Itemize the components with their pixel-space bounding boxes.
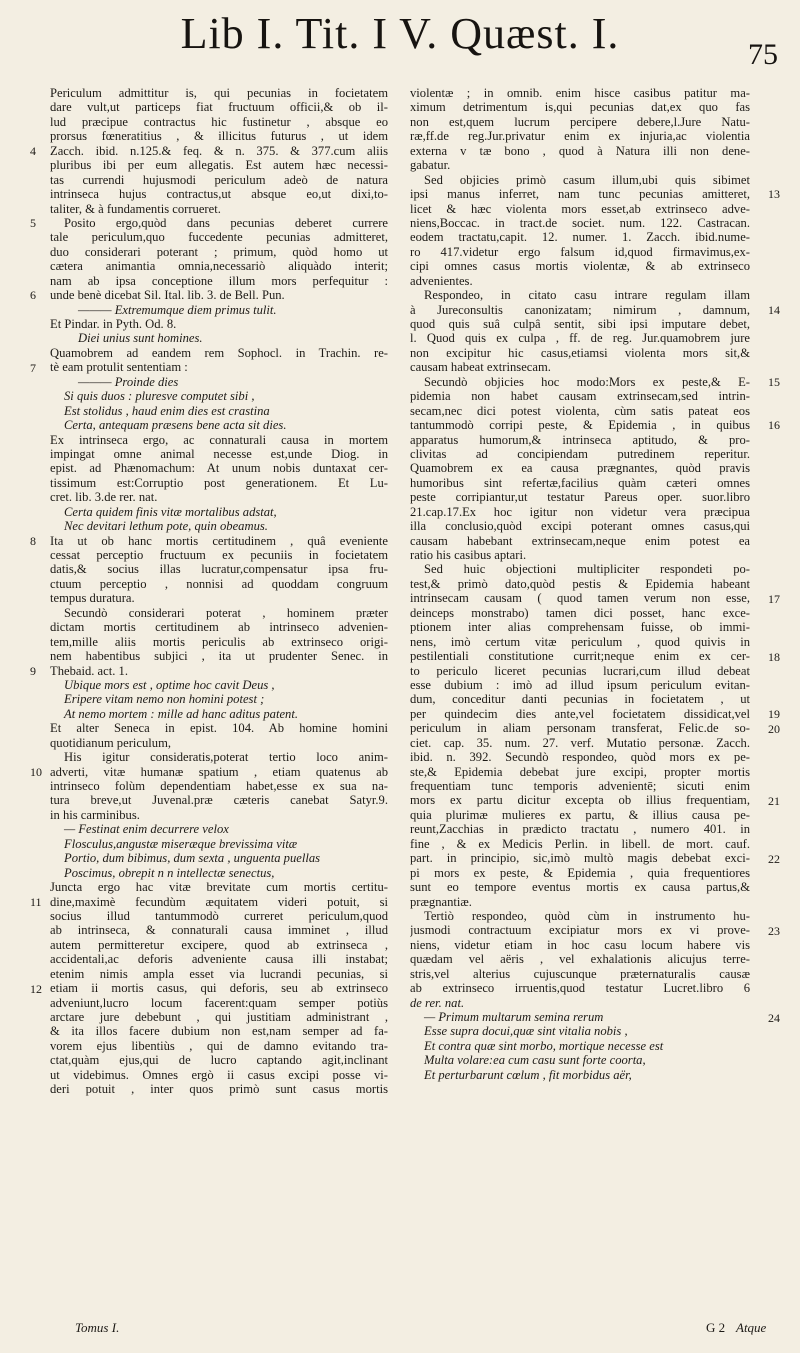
text-line: deri potuit , inter quos primò sunt casus mortis (50, 1082, 388, 1097)
text-line: prægnantiæ. (410, 894, 472, 909)
text-line: Si quis duos : pluresve computet sibi , (64, 389, 255, 404)
text-line: Et contra quæ sint morbo, mortique necesse est (424, 1038, 664, 1053)
left-text-column (50, 86, 388, 1097)
text-line: Et perturbarunt cœlum , fit morbidus aër, (424, 1067, 632, 1082)
text-line: to periculo liceret pecunias lucrari,cum illud debeat (410, 663, 750, 678)
text-line: Posito ergo,quòd dans pecunias deberet currere (64, 215, 388, 230)
text-line: — Primum multarum semina rerum (424, 1010, 604, 1024)
text-line: prorsus fœneratitius , & illicitus futurus , ut idem (50, 129, 388, 144)
margin-number: 15 (768, 375, 780, 389)
text-line: reunt,Zacchias in prædicto tractatu , numero 401. in (410, 822, 750, 837)
text-line: Respondeo, in citato casu intrare regulam illam (424, 288, 750, 303)
text-line: lud præcipue contractus hic fustinetur , absque eo (50, 114, 388, 129)
text-line: dum, conceditur danti pecunias in focietatem , ut (410, 692, 750, 707)
page-number: 75 (748, 38, 778, 71)
text-line: duo considerari poterant ; primum, quòd homo ut (50, 244, 388, 259)
text-line: illa conclusio,quòd excipi poterant omnes casus,qui (410, 519, 750, 534)
margin-number: 13 (768, 187, 780, 202)
text-line: deinceps monstrabo) tamen dici posset, hanc exce- (410, 605, 750, 620)
text-line: Eripere vitam nemo non homini potest ; (64, 692, 265, 707)
text-line: à Jureconsultis canonizatam; nimirum , damnum, (410, 302, 750, 317)
text-line: ratio his casibus aptari. (410, 548, 527, 562)
text-line: cessat perceptio fructuum ex pecuniis in focietatem (50, 548, 388, 562)
text-line: fine , & ex Medicis Perlin. in libell. de mort. cauf. (410, 836, 750, 851)
text-line: epist. ad Phænomachum: At unum nobis duntaxat cer- (50, 461, 388, 476)
text-line: impingat omne animal necesse est,unde Diog. in (50, 446, 388, 461)
text-line: secam,nec dici potest violenta, cùm satis pateat eos (410, 403, 750, 418)
text-line: causam habebant extrinsecam,neque enim potest ea (410, 533, 750, 548)
text-line: Multa volare:ea cum casu sunt forte coorta, (424, 1053, 646, 1068)
text-line: arctare jure debebunt , qui justitiam administrant , (50, 1010, 388, 1024)
text-line: Et Pindar. in Pyth. Od. 8. (50, 317, 177, 331)
text-line: clivitas ad concipiendam putredinem reperitur. (410, 446, 750, 461)
text-line: ptionem inter alias comprehensam fuisse, ob immi- (410, 620, 750, 635)
text-line: tè eam protulit sententiam : (50, 360, 188, 375)
text-line: in his carminibus. (50, 807, 140, 822)
text-line: causam habeat extrinsecam. (410, 360, 551, 375)
text-line: frequentiam tunc temporis advenientē; sicuti enim (410, 779, 750, 793)
text-line: tura breve,ut Juvenal.præ cæteris canebat Satyr.9. (50, 793, 388, 808)
text-line: Certa quidem finis vitæ mortalibus adstat, (64, 504, 277, 519)
text-line: & ita illos facere dubium non est,nam semper ad fa- (50, 1024, 388, 1039)
text-line: nens, imò certum vitæ periculum , quod quivis in (410, 634, 750, 649)
text-line: esse dubium : imò ad illud ipsum periculum evitan- (410, 677, 750, 692)
text-line: — Festinat enim decurrere velox (64, 822, 229, 837)
text-line: ab extrinseco irruentis,quod testatur Lucret.libro 6 (410, 981, 750, 996)
text-line: ctuum perceptio , nonnisi ad quoddam congruum (50, 576, 388, 591)
text-line: Et alter Seneca in epist. 104. Ab homine homini (50, 721, 388, 736)
text-line: per quindecim dies ante,vel focietatem dissidicat,vel (410, 706, 750, 721)
text-line: Flosculus,angustæ miseræque brevissima vitæ (64, 836, 298, 851)
text-line: intrinseco folùm dependentiam habet,esse ex sua na- (50, 779, 388, 793)
text-line: l. Quod quis ex culpa , ff. de reg. Jur.quamobrem jure (410, 331, 750, 346)
text-line: adveniunt,lucro locum facerent:quam semper potiùs (50, 995, 388, 1010)
margin-number: 10 (30, 765, 42, 780)
text-line: niens,Boccac. in tract.de societ. num. 122. Castracan. (410, 215, 750, 230)
running-head: Lib I. Tit. I V. Quæst. I. (180, 9, 620, 58)
margin-number: 11 (30, 895, 42, 910)
text-line: cipi omnes casus mortis violentæ, & ab extrinseco (410, 259, 750, 274)
text-line: licet & hæc violenta mors esset,ab extrinseco adve- (410, 201, 750, 216)
margin-number: 23 (768, 924, 780, 939)
text-line: peste corripiantur,ut testatur Pareus oper. suor.libro (410, 490, 750, 505)
text-line: Poscimus, obrepit n n intellectæ senectus, (64, 865, 275, 880)
text-line: Esse supra docui,quæ sint vitalia nobis , (424, 1024, 628, 1039)
margin-number: 21 (768, 794, 780, 809)
text-line: Zacch. ibid. n.125.& feq. & n. 375. & 377.cum aliis (50, 143, 388, 158)
text-line: de rer. nat. (410, 995, 465, 1010)
text-line: pi mors ex peste, & Epidemia , quia frequentiores (410, 865, 750, 880)
text-line: sunt eo tempore eventus mortis ex causa partus,& (410, 880, 750, 895)
text-line: Juncta ergo hac vitæ brevitate cum mortis certitu- (50, 880, 388, 895)
margin-number: 5 (30, 216, 36, 231)
footer-signature: G 2 (706, 1320, 726, 1335)
text-line: quod quis suâ culpâ sentit, sibi ipsi imputare debet, (410, 317, 750, 331)
text-line: tissimum est:Corruptio post generationem. Et Lu- (50, 475, 388, 490)
text-line: tas currendi hujusmodi periculum adeò de natura (50, 172, 388, 187)
text-line: niens, videtur etiam in hoc casu locum habere vis (410, 937, 750, 952)
text-line: quædam vel aëris , vel exhalationis alicujus terre- (410, 952, 750, 967)
text-line: mors ex partu dicitur excepta ob illius frequentiam, (410, 793, 750, 808)
margin-number: 12 (30, 981, 42, 996)
margin-number: 16 (768, 418, 780, 433)
text-line: tempus duratura. (50, 591, 135, 606)
text-line: Secundò considerari poterat , hominem præter (64, 605, 388, 620)
margin-number: 7 (30, 360, 36, 375)
text-line: nam ab ipsa conceptione illum mors perfequitur : (50, 273, 388, 288)
margin-number: 24 (768, 1010, 780, 1025)
text-line: autem permitteretur excipere, quod ab extrinseca , (50, 937, 388, 952)
text-line: periculum in aliam personam transferat, Felic.de so- (410, 721, 750, 736)
text-line: pestilentiali constitutione currit;neque enim ex cer- (410, 649, 750, 664)
text-line: ræ,ff.de reg.Jur.privatur enim ex injuria,ac violentia (410, 129, 750, 144)
footer-tomus: Tomus I. (75, 1320, 120, 1335)
text-line: ro 417.videtur ergo falsum id,quod firmavimus,ex- (410, 244, 750, 259)
text-line: tale periculum,quo fuccedente pecunias admitteret, (50, 230, 388, 245)
text-line: ipsi manus inferret, nam tunc pecunias amitteret, (410, 187, 750, 202)
text-line: taliter, & à fundamentis corrueret. (50, 201, 221, 216)
text-line: gabatur. (410, 158, 451, 173)
text-line: Thebaid. act. 1. (50, 663, 128, 678)
text-line: ——— Extremumque diem primus tulit. (78, 302, 277, 317)
text-line: Nec devitari lethum pote, quin obeamus. (64, 519, 268, 534)
margin-number: 4 (30, 143, 36, 158)
text-line: test,& primò dato,quòd pestis & Epidemia habeant (410, 576, 750, 591)
text-line: cret. lib. 3.de rer. nat. (50, 490, 158, 505)
text-line: Ubique mors est , optime hoc cavit Deus , (64, 677, 275, 692)
text-line: ——— Proinde dies (78, 374, 179, 389)
text-line: intrinseca hujus contractus,ut absque eo,ut dixi,to- (50, 187, 388, 202)
text-line: pidemia non habet causam extrinsecam,sed intrin- (410, 389, 750, 404)
text-line: dine,maximè fecundùm æquitatem videri potuit, si (50, 894, 388, 909)
text-line: At nemo mortem : mille ad hanc aditus patent. (64, 706, 298, 721)
text-line: jusmodi contractuum excipiatur mors ex vi prove- (410, 923, 750, 938)
text-line: ciet. cap. 35. num. 27. verf. Mutatio personæ. Zacch. (410, 735, 750, 750)
text-line: cætera animantia omnia,necessariò aliquàdo interit; (50, 259, 388, 274)
margin-number: 20 (768, 721, 780, 736)
text-line: non excipitur hic casus,etiamsi violenta mors sit,& (410, 345, 750, 360)
text-line: dare vult,ut particeps fiat fructuum officii,& ob il- (50, 100, 388, 115)
text-line: Portio, dum bibimus, dum sexta , unguenta puellas (64, 851, 321, 866)
text-line: Sed objicies primò casum illum,ubi quis sibimet (424, 172, 750, 187)
text-line: stris,vel alterius cujuscunque præternaturalis causæ (410, 966, 750, 981)
margin-number: 9 (30, 664, 36, 678)
margin-number: 22 (768, 851, 780, 866)
text-line: part. in principio, sic,imò multò magis debebat exci- (410, 851, 750, 866)
page-header (0, 8, 800, 78)
text-line: Est stolidus , haud enim dies est crastina (64, 403, 270, 418)
text-line: datis,& socius illas lucratur,compensatur ipsa fru- (50, 562, 388, 577)
text-line: ste,& Epidemia debebat jure excipi, propter mortis (410, 764, 750, 779)
text-line: Sed huic objectioni multipliciter respondeti po- (424, 562, 750, 577)
text-line: Periculum admittitur is, qui pecunias in focietatem (50, 86, 388, 100)
text-line: His igitur consideratis,poterat tertio loco anim- (64, 750, 388, 765)
margin-number: 6 (30, 288, 36, 303)
text-line: adverti, vitæ humanæ spatium , etiam quatenus ab (50, 764, 388, 779)
text-line: Diei unius sunt homines. (78, 331, 203, 346)
footer-catchword: Atque (736, 1320, 767, 1335)
text-line: ibid. n. 392. Secundò respondeo, quòd mors ex pe- (410, 750, 750, 765)
text-line: nem habentibus subjici , ita ut prudenter Senec. in (50, 649, 388, 664)
text-line: quia plurimæ mulieres ex partu, & illius causa pe- (410, 807, 750, 822)
text-line: unde benè dicebat Sil. Ital. lib. 3. de Bell. Pun. (50, 288, 285, 303)
margin-number: 8 (30, 533, 36, 548)
text-line: Secundò objicies hoc modo:Mors ex peste,& E- (424, 374, 750, 389)
text-line: violentæ ; in omnib. enim hisce casibus patitur ma- (410, 86, 750, 100)
text-line: accidentali,ac deforis adveniente causa illi instabat; (50, 952, 388, 967)
text-line: Quamobrem ex ea causa prægnantes, quòd pravis (410, 461, 750, 476)
text-line: Quamobrem ad eandem rem Sophocl. in Trachin. re- (50, 345, 388, 360)
text-line: apparatus humorum,& intrinseca aptitudo, & pro- (410, 432, 750, 447)
text-line: tantummodò corripi peste, & Epidemia , in quibus (410, 418, 750, 433)
text-line: ut videbimus. Omnes ergò ii casus excipi posse vi- (50, 1067, 388, 1082)
text-line: tem,mille aliis mortis periculis ab extrinseco origi- (50, 634, 388, 649)
text-line: 21.cap.17.Ex hoc igitur non videtur vera præcipua (410, 504, 750, 519)
text-line: Tertiò respondeo, quòd cùm in instrumento hu- (424, 908, 750, 923)
text-line: pluribus ibi per eum allegatis. Est autem hæc necessi- (50, 158, 388, 173)
right-text-column (410, 86, 750, 1082)
margin-number: 19 (768, 707, 780, 722)
text-line: advenientes. (410, 273, 473, 288)
text-line: humoribus sint refertæ,facilius quàm cæteri omnes (410, 475, 750, 490)
text-line: Certa, antequam præsens bene acta sit dies. (64, 418, 287, 433)
text-line: etiam ii mortis casus, qui deforis, seu ab extrinseco (50, 981, 388, 996)
margin-number: 18 (768, 649, 780, 664)
margin-number: 17 (768, 591, 780, 606)
text-line: intrinsecam causam ( quod tamen verum non esse, (410, 591, 750, 606)
text-line: ctat,quàm ejus,qui de lucro captando agit,inclinant (50, 1053, 388, 1068)
text-line: dictam mortis certitudinem ab intrinseco advenien- (50, 620, 388, 635)
text-line: non est,quem lucrum percipere debere,l.Jure Natu- (410, 114, 750, 129)
text-line: eodem tractatu,capit. 12. numer. 1. Zacch. ibid.nume- (410, 230, 750, 245)
margin-number: 14 (768, 302, 780, 317)
text-line: Ita ut ob hanc mortis certitudinem , quâ eveniente (50, 533, 388, 548)
text-line: socius illud tantummodò curreret periculum,quod (50, 908, 388, 923)
text-line: quotidianum periculum, (50, 735, 172, 750)
text-line: ximum detrimentum is,qui pecunias dat,ex quo fas (410, 100, 750, 115)
text-line: vorem ejus libentiùs , qui de damno evitando tra- (50, 1038, 388, 1053)
text-line: etenim nimis ampla esset via lucrandi pecunias, si (50, 966, 388, 981)
text-line: Ex intrinseca ergo, ac connaturali causa in mortem (50, 432, 388, 447)
text-line: externa v tæ bono , quod à Natura illi non dene- (410, 143, 750, 158)
text-line: ab intrinseca, & connaturali causa imminet , illud (50, 923, 388, 938)
